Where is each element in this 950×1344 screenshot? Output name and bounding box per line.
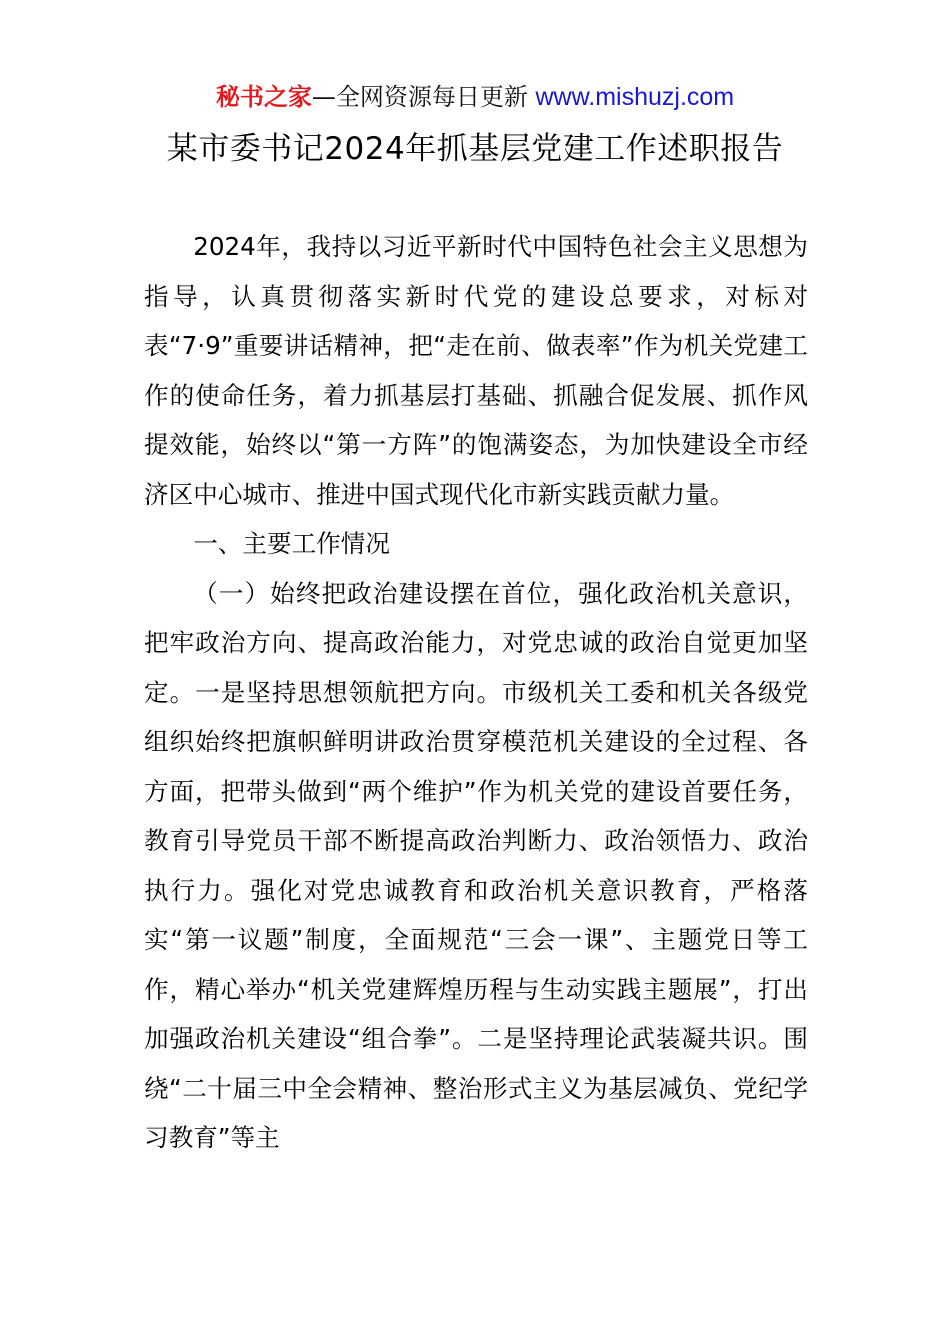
- document-title: 某市委书记2024年抓基层党建工作述职报告: [166, 131, 784, 167]
- site-url[interactable]: www.mishuzj.com: [535, 83, 735, 111]
- document-body: [144, 222, 808, 1163]
- intro-paragraph: 2024年，我持以习近平新时代中国特色社会主义思想为指导，认真贯彻落实新时代党的建设总要求，对标对表“7·9”重要讲话精神，把“走在前、做表率”作为机关党建工作的使命任务，着力抓基层打基础、抓融合促发展、抓作风提效能，始终以“第一方阵”的饱满姿态，为加快建设全市经济区中心城市、推进中国式现代化市新实践贡献力量。: [144, 232, 808, 509]
- site-banner: [0, 80, 950, 114]
- site-tagline: —全网资源每日更新: [311, 83, 536, 111]
- section-heading: 一、主要工作情况: [193, 529, 390, 558]
- section-paragraph: （一）始终把政治建设摆在首位，强化政治机关意识，把牢政治方向、提高政治能力，对党忠诚的政治自觉更加坚定。一是坚持思想领航把方向。市级机关工委和机关各级党组织始终把旗帜鲜明讲政治贯穿模范机关建设的全过程、各方面，把带头做到“两个维护”作为机关党的建设首要任务，教育引导党员干部不断提高政治判断力、政治领悟力、政治执行力。强化对党忠诚教育和政治机关意识教育，严格落实“第一议题”制度，全面规范“三会一课”、主题党日等工作，精心举办“机关党建辉煌历程与生动实践主题展”，打出加强政治机关建设“组合拳”。二是坚持理论武装凝共识。围绕“二十届三中全会精神、整治形式主义为基层减负、党纪学习教育”等主: [144, 578, 808, 1152]
- site-brand: 秘书之家: [215, 83, 312, 111]
